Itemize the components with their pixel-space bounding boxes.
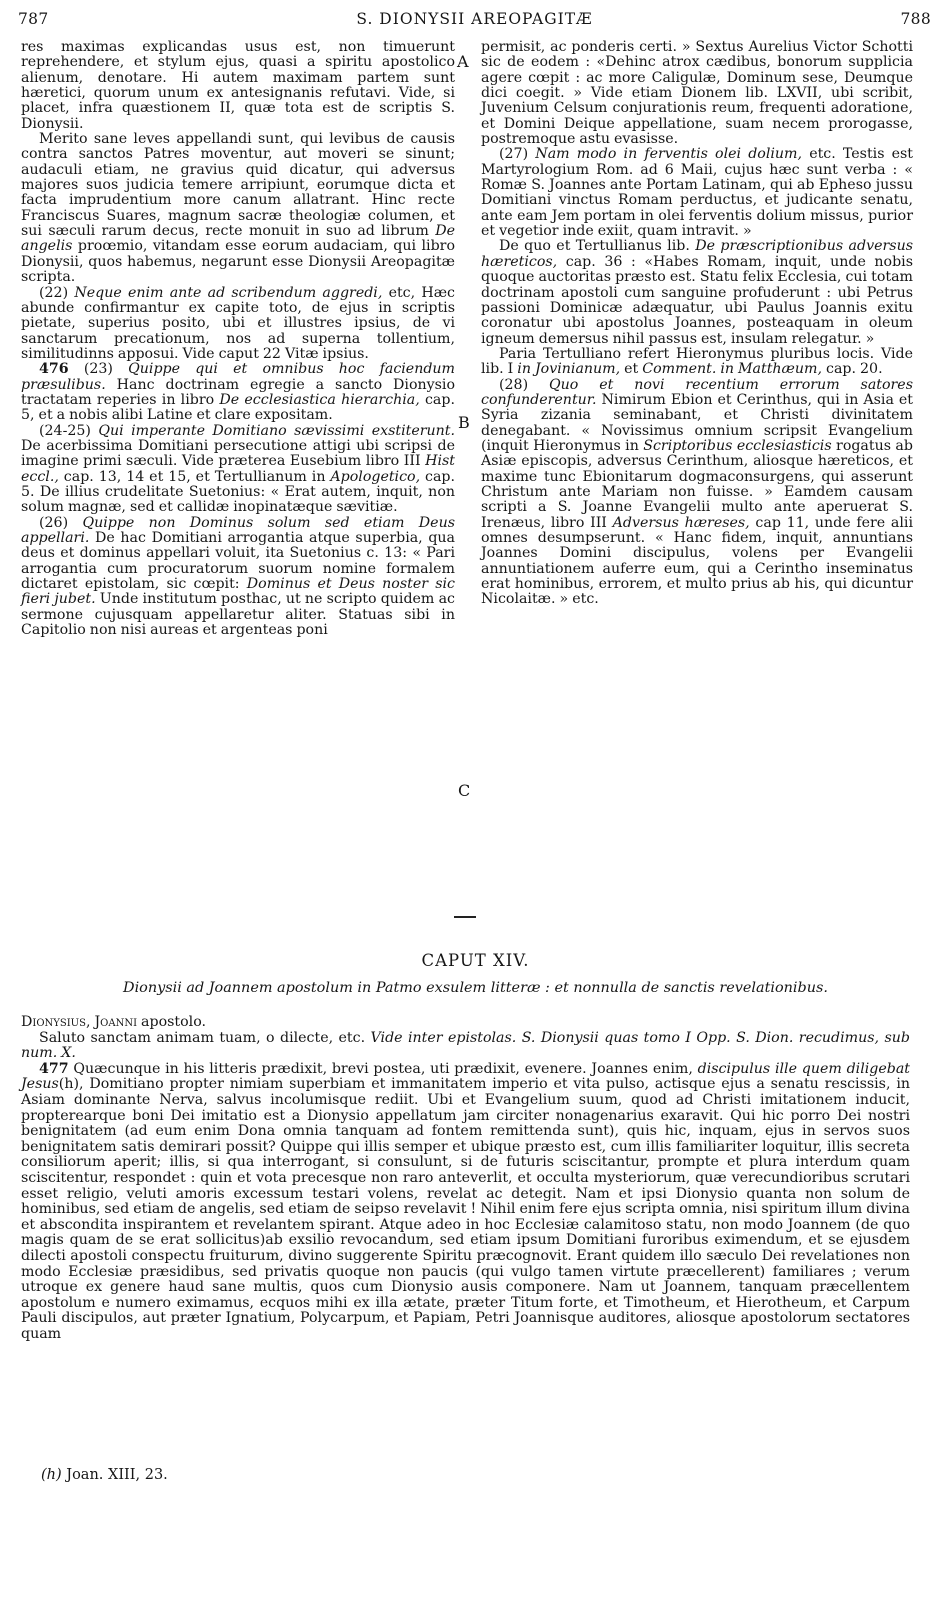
chapter-title: CAPUT XIV. [421,951,530,970]
greeting-line: Dionysius, Joanni apostolo. [21,1014,206,1030]
right-paragraph-hieronymus: Paria Tertulliano refert Hieronymus pluribus locis. Vide lib. I in Jovinianum, et Comment. in Matthæum, cap. 20. [481,345,913,378]
footnote [41,1467,168,1483]
section-number-476: 476 [39,361,69,378]
left-paragraph-note-22: (22) Neque enim ante ad scribendum aggredi, etc, Hæc abunde confirmantur ex capite toto, de ejus in scriptis pietate, superius posito, ubi et illustres ipsius, de vi sanctarum precationum, nos ad superna tollentium, similitudinns apposui. Vide caput 22 Vitæ ipsius. [21,284,455,362]
footnote-text: Joan. XIII, 23. [66,1467,168,1483]
margin-marker-a: A [457,52,469,71]
right-paragraph-1: permisit, ac ponderis certi. » Sextus Aurelius Victor Schotti sic de eodem : «Dehinc atrox cædibus, bonorum supplicia agere cœpit : ac more Caligulæ, Dominum sese, Deumque dici coegit. » Vide etiam Dionem lib. LXVII, ubi scribit, Juvenium Celsum conjurationis reum, frequenti adoratione, et Domini Deique appellatione, suam necem prorogasse, postremoque astu evasisse. [481,39,913,148]
running-title: S. DIONYSII AREOPAGITÆ [356,10,593,28]
right-paragraph-note-28: (28) Quo et novi recentium errorum satores confunderentur. Nimirum Ebion et Cerinthus, qui in Asia et Syria zizania seminabant, et Christi divinitatem denegabant. « Novissimus omnium scripsit Evangelium (inquit Hieronymus in Scriptoribus ecclesiasticis rogatus ab Asiæ episcopis, adversus Cerinthum, aliosque hæreticos, et maxime tunc Ebionitarum dogmaconsurgens, qui asserunt Christum ante Mariam non fuisse. » Eamdem causam scripti a S. Joanne Evangelii multo ante aperuerat S. Irenæus, libro III Adversus hæreses, cap 11, unde fere alii omnes desumpserunt. « Hanc fidem, inquit, annuntians Joannes Domini discipulus, volens per Evangelii annuntiationem auferre eum, qui a Cerintho inseminatus erat hominibus, errorem, et multo prius ab his, qui dicuntur Nicolaitæ. » etc. [481,376,914,608]
left-paragraph-1: res maximas explicandas usus est, non timuerunt reprehendere, et stylum ejus, quasi a spiritu apostolico alienum, denotare. Hi autem maximam partem sunt hæretici, quorum unum ex antesignanis refutavi. Vide, si placet, infra quæstionem II, quæ tota est de scriptis S. Dionysii. [21,39,455,132]
footnote-mark: (h) [41,1467,62,1483]
body-paragraph-477: 477 Quæcunque in his litteris prædixit, brevi postea, uti prædixit, evenere. Joannes enim, discipulus ille quem diligebat Jesus(h), Domitiano propter nimiam superbiam et immanitatem imperio et vita pulso, actisque ejus a senatu rescissis, in Asiam dominante Nerva, salvus incolumisque rediit. Ubi et Evangelium suum, quod ad Christi imitationem inducit, propterearque boni Dei imitatio est a Dionysio appellatum jam circiter nonagenarius exaravit. Qui hic porro Dei nostri benignitatem (ad eum enim Dona omnia tanquam ad fontem remittenda sunt), quis hic, inquam, ejus in servos suos benignitatem satis demirari possit? Quippe qui illis semper et ubique præsto est, cum illis familiariter loquitur, illis secreta consiliorum aperit; illis, si qua interrogant, si consulunt, si de futuris sciscitantur, prompte et plura interdum quam sciscitentur, respondet : quin et vota precesque non raro anteverlit, et occulta mysteriorum, quæ verecundioribus scrutari esset religio, veluti amoris excessum testari volens, revelat ac detegit. Nam et ipsi Dionysio quanta non solum de hominibus, sed etiam de angelis, sed etiam de seipso revelavit ! Nihil enim fere ejus scripta omnia, nisi spiritum illum divina et abscondita inspirantem et revelantem spirant. Atque adeo in hoc Ecclesiæ calamitoso statu, non modo Joannem (de quo magis quam de se erat sollicitus)ab exsilio revocandum, sed etiam ipsum Domitiani furoribus eximendum, et se ejusdem dilecti apostoli conspectu fruiturum, divino suggerente Spiritu præcognovit. Erant quidem illo sæculo Dei revelationes non modo Ecclesiæ præsidibus, sed privatis quoque non paucis (qui vulgo tamen virtute præcellerent) familiares ; verum utroque ex genere haud sane multis, quos cum Dionysio ausis componere. Nam ut Joannem, tanquam præcellentem apostolum e numero eximamus, ecquos mihi ex illa ætate, præter Titum forte, et Timotheum, et Hierotheum, et Carpum Pauli discipulos, aut præter Ignatium, Polycarpum, et Papiam, Petri Joannisque auditores, aliosque apostolorum sectatores quam [21,1060,911,1342]
right-paragraph-note-27: (27) Nam modo in ferventis olei dolium, etc. Testis est Martyrologium Rom. ad 6 Maii, cujus hæc sunt verba : « Romæ S. Joannes ante Portam Latinam, qui ab Epheso jussu Domitiani vinctus Romam perductus, et judicante senatu, ante eam Jem portam in olei ferventis dolium missus, purior et vegetior inde exiit, quam intravit. » [481,146,914,240]
section-number-477: 477 [39,1060,69,1077]
left-paragraph-2: Merito sane leves appellandi sunt, qui levibus de causis contra sanctos Patres moventur, aut moveri se sinunt; audaculi etiam, ne gravius quid dicatur, qui adversus majores suos judicia temere arripiunt, eorumque dicta et facta imprudentium more canum allatrant. Hinc recte Franciscus Suares, magnum sacræ theologiæ columen, et sui sæculi rarum decus, recte monuit in suo ad librum De angelis proœmio, vitandam esse eorum audaciam, qui libro Dionysii, quos habemus, negarunt esse Dionysii Areopagitæ scripta. [21,131,456,286]
salutation-line: Saluto sanctam animam tuam, o dilecte, etc. Vide inter epistolas. S. Dionysii quas tomo I Opp. S. Dion. recudimus, sub num. X. [21,1029,910,1062]
left-column [21,40,455,638]
margin-marker-c: C [458,781,471,800]
left-paragraph-note-26: (26) Quippe non Dominus solum sed etiam Deus appellari. De hac Domitiani arrogantia atque superbia, qua deus et dominus appellari voluit, ita Suetonius c. 13: « Pari arrogantia cum procuratorum suorum nomine formalem dictaret epistolam, sic cœpit: Dominus et Deus noster sic fieri jubet. Unde institutum posthac, ut ne scripto quidem ac sermone cujusquam appellaretur aliter. Statuas sibi in Capitolio non nisi aureas et argenteas poni [21,514,455,639]
footnote-ref: (h), [58,1076,84,1093]
chapter-body [21,1015,910,1342]
left-paragraph-note-24-25: (24-25) Qui imperante Domitiano sævissimi exstiterunt. De acerbissima Domitiani persecutione attigi ubi scripsi de imagine primi sæculi. Vide præterea Eusebium libro III Hist eccl., cap. 13, 14 et 15, et Tertullianum in Apologetico, cap. 5. De illius crudelitate Suetonius: « Erat autem, inquit, non solum magnæ, sed et callidæ inopinatæque sævitiæ. [21,422,456,516]
section-divider [454,916,476,918]
running-header [18,10,931,32]
left-paragraph-note-23: 476 (23) Quippe qui et omnibus hoc faciendum præsulibus. Hanc doctrinam egregie a sancto Dionysio tractatam reperies in libro De ecclesiastica hierarchia, cap. 5, et a nobis alibi Latine et clare expositam. [21,361,456,424]
right-column [481,40,913,608]
margin-marker-b: B [458,413,470,432]
page-number-left: 787 [18,10,49,28]
right-paragraph-tertullian: De quo et Tertullianus lib. De præscriptionibus adversus hæreticos, cap. 36 : «Habes Romam, inquit, unde nobis quoque auctoritas præsto est. Statu felix Ecclesia, cui totam doctrinam apostoli cum sanguine profuderunt : ubi Petrus passioni Dominicæ adæquatur, ubi Paulus Joannis exitu coronatur ubi apostolus Joannes, posteaquam in oleum igneum demersus nihil passus est, insulam relegatur. » [481,238,913,347]
page-number-right: 788 [900,10,931,28]
chapter-subtitle: Dionysii ad Joannem apostolum in Patmo exsulem litteræ : et nonnulla de sanctis revelationibus. [123,980,828,996]
